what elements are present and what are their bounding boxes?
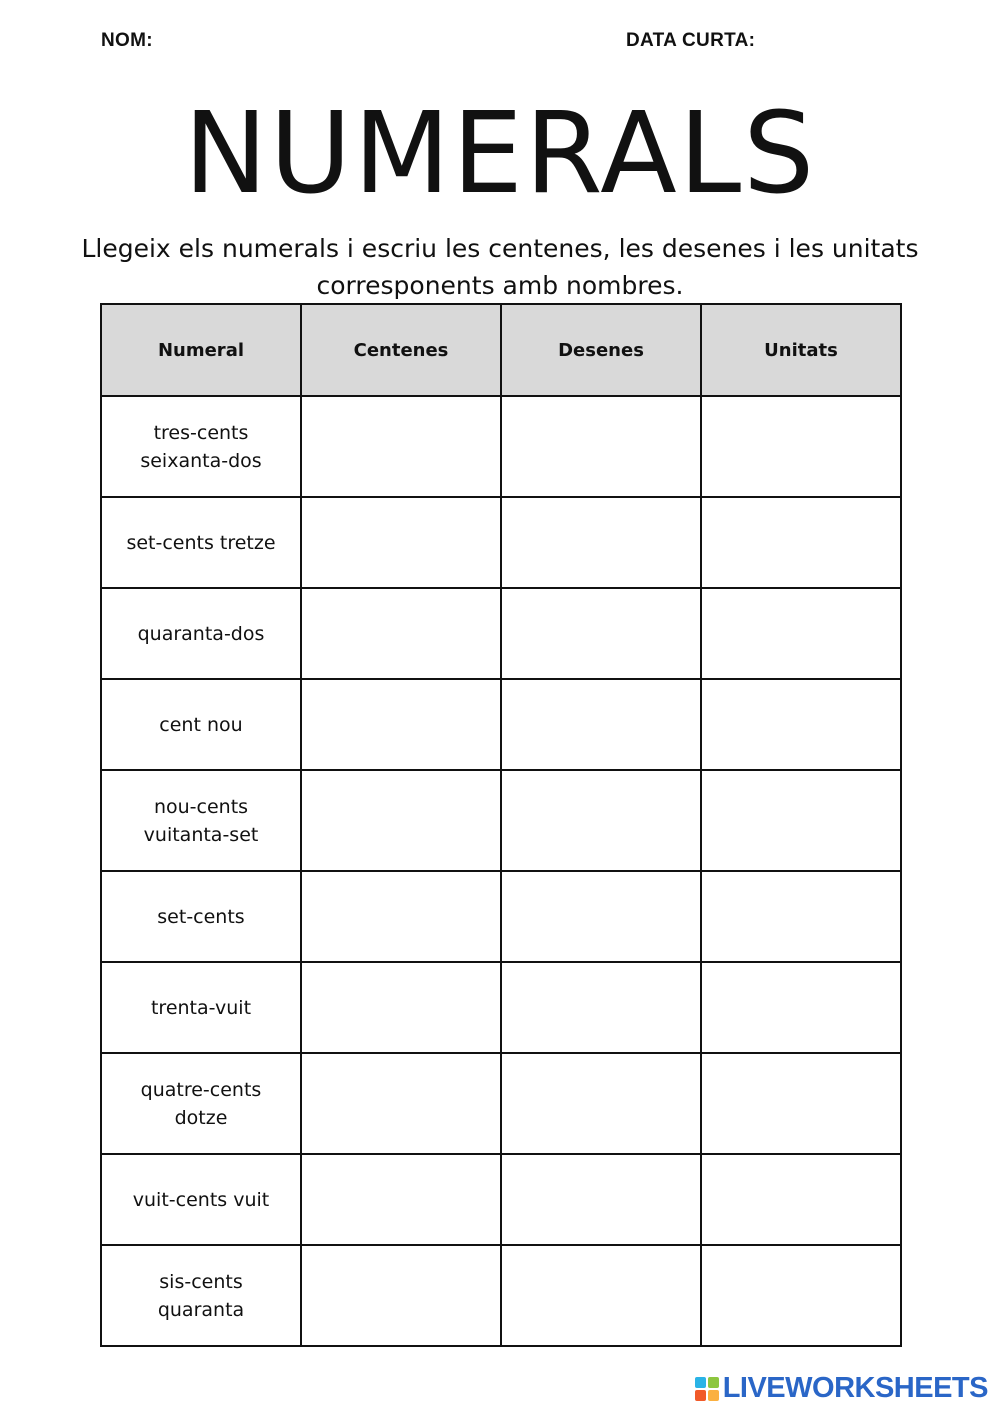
- desenes-answer-cell[interactable]: [501, 1154, 701, 1245]
- desenes-answer-cell[interactable]: [501, 497, 701, 588]
- column-header-centenes: Centenes: [301, 304, 501, 396]
- unitats-answer-cell[interactable]: [701, 1245, 901, 1346]
- desenes-answer-cell[interactable]: [501, 396, 701, 497]
- unitats-answer-cell[interactable]: [701, 679, 901, 770]
- numerals-table: [100, 303, 902, 1347]
- column-header-numeral: Numeral: [101, 304, 301, 396]
- centenes-answer-cell[interactable]: [301, 962, 501, 1053]
- logo-square-3: [695, 1390, 706, 1401]
- centenes-answer-cell[interactable]: [301, 396, 501, 497]
- desenes-answer-cell[interactable]: [501, 1053, 701, 1154]
- numeral-cell: cent nou: [101, 679, 301, 770]
- centenes-answer-cell[interactable]: [301, 679, 501, 770]
- numeral-cell: set-cents tretze: [101, 497, 301, 588]
- name-label: NOM:: [101, 30, 153, 51]
- numeral-cell: vuit-cents vuit: [101, 1154, 301, 1245]
- table-row: [101, 588, 901, 679]
- numeral-cell: trenta-vuit: [101, 962, 301, 1053]
- table-row: [101, 1154, 901, 1245]
- centenes-answer-cell[interactable]: [301, 1053, 501, 1154]
- logo-square-1: [695, 1377, 706, 1388]
- centenes-answer-cell[interactable]: [301, 770, 501, 871]
- centenes-answer-cell[interactable]: [301, 1245, 501, 1346]
- logo-square-2: [708, 1377, 719, 1388]
- unitats-answer-cell[interactable]: [701, 588, 901, 679]
- column-header-unitats: Unitats: [701, 304, 901, 396]
- table-row: [101, 396, 901, 497]
- table-row: [101, 1245, 901, 1346]
- unitats-answer-cell[interactable]: [701, 1154, 901, 1245]
- numeral-cell: nou-cents vuitanta-set: [101, 770, 301, 871]
- centenes-answer-cell[interactable]: [301, 871, 501, 962]
- brand-text: LIVEWORKSHEETS: [722, 1372, 988, 1404]
- numeral-cell: sis-cents quaranta: [101, 1245, 301, 1346]
- table-row: [101, 1053, 901, 1154]
- page-title: NUMERALS: [183, 89, 817, 219]
- desenes-answer-cell[interactable]: [501, 1245, 701, 1346]
- column-header-desenes: Desenes: [501, 304, 701, 396]
- table-row: [101, 679, 901, 770]
- numeral-cell: quatre-cents dotze: [101, 1053, 301, 1154]
- instructions: Llegeix els numerals i escriu les centenes, les desenes i les unitats corresponents amb nombres.: [81, 234, 919, 300]
- date-label: DATA CURTA:: [626, 30, 756, 51]
- liveworksheets-logo-icon: [695, 1377, 719, 1401]
- unitats-answer-cell[interactable]: [701, 396, 901, 497]
- table-row: [101, 497, 901, 588]
- centenes-answer-cell[interactable]: [301, 1154, 501, 1245]
- numeral-cell: quaranta-dos: [101, 588, 301, 679]
- liveworksheets-brand[interactable]: [695, 1372, 988, 1405]
- unitats-answer-cell[interactable]: [701, 1053, 901, 1154]
- table-header-row: [101, 304, 901, 396]
- table-row: [101, 962, 901, 1053]
- table-row: [101, 770, 901, 871]
- desenes-answer-cell[interactable]: [501, 962, 701, 1053]
- desenes-answer-cell[interactable]: [501, 588, 701, 679]
- logo-square-4: [708, 1390, 719, 1401]
- desenes-answer-cell[interactable]: [501, 679, 701, 770]
- centenes-answer-cell[interactable]: [301, 497, 501, 588]
- desenes-answer-cell[interactable]: [501, 770, 701, 871]
- unitats-answer-cell[interactable]: [701, 497, 901, 588]
- unitats-answer-cell[interactable]: [701, 871, 901, 962]
- unitats-answer-cell[interactable]: [701, 962, 901, 1053]
- desenes-answer-cell[interactable]: [501, 871, 701, 962]
- numeral-cell: set-cents: [101, 871, 301, 962]
- centenes-answer-cell[interactable]: [301, 588, 501, 679]
- table-row: [101, 871, 901, 962]
- numeral-cell: tres-cents seixanta-dos: [101, 396, 301, 497]
- unitats-answer-cell[interactable]: [701, 770, 901, 871]
